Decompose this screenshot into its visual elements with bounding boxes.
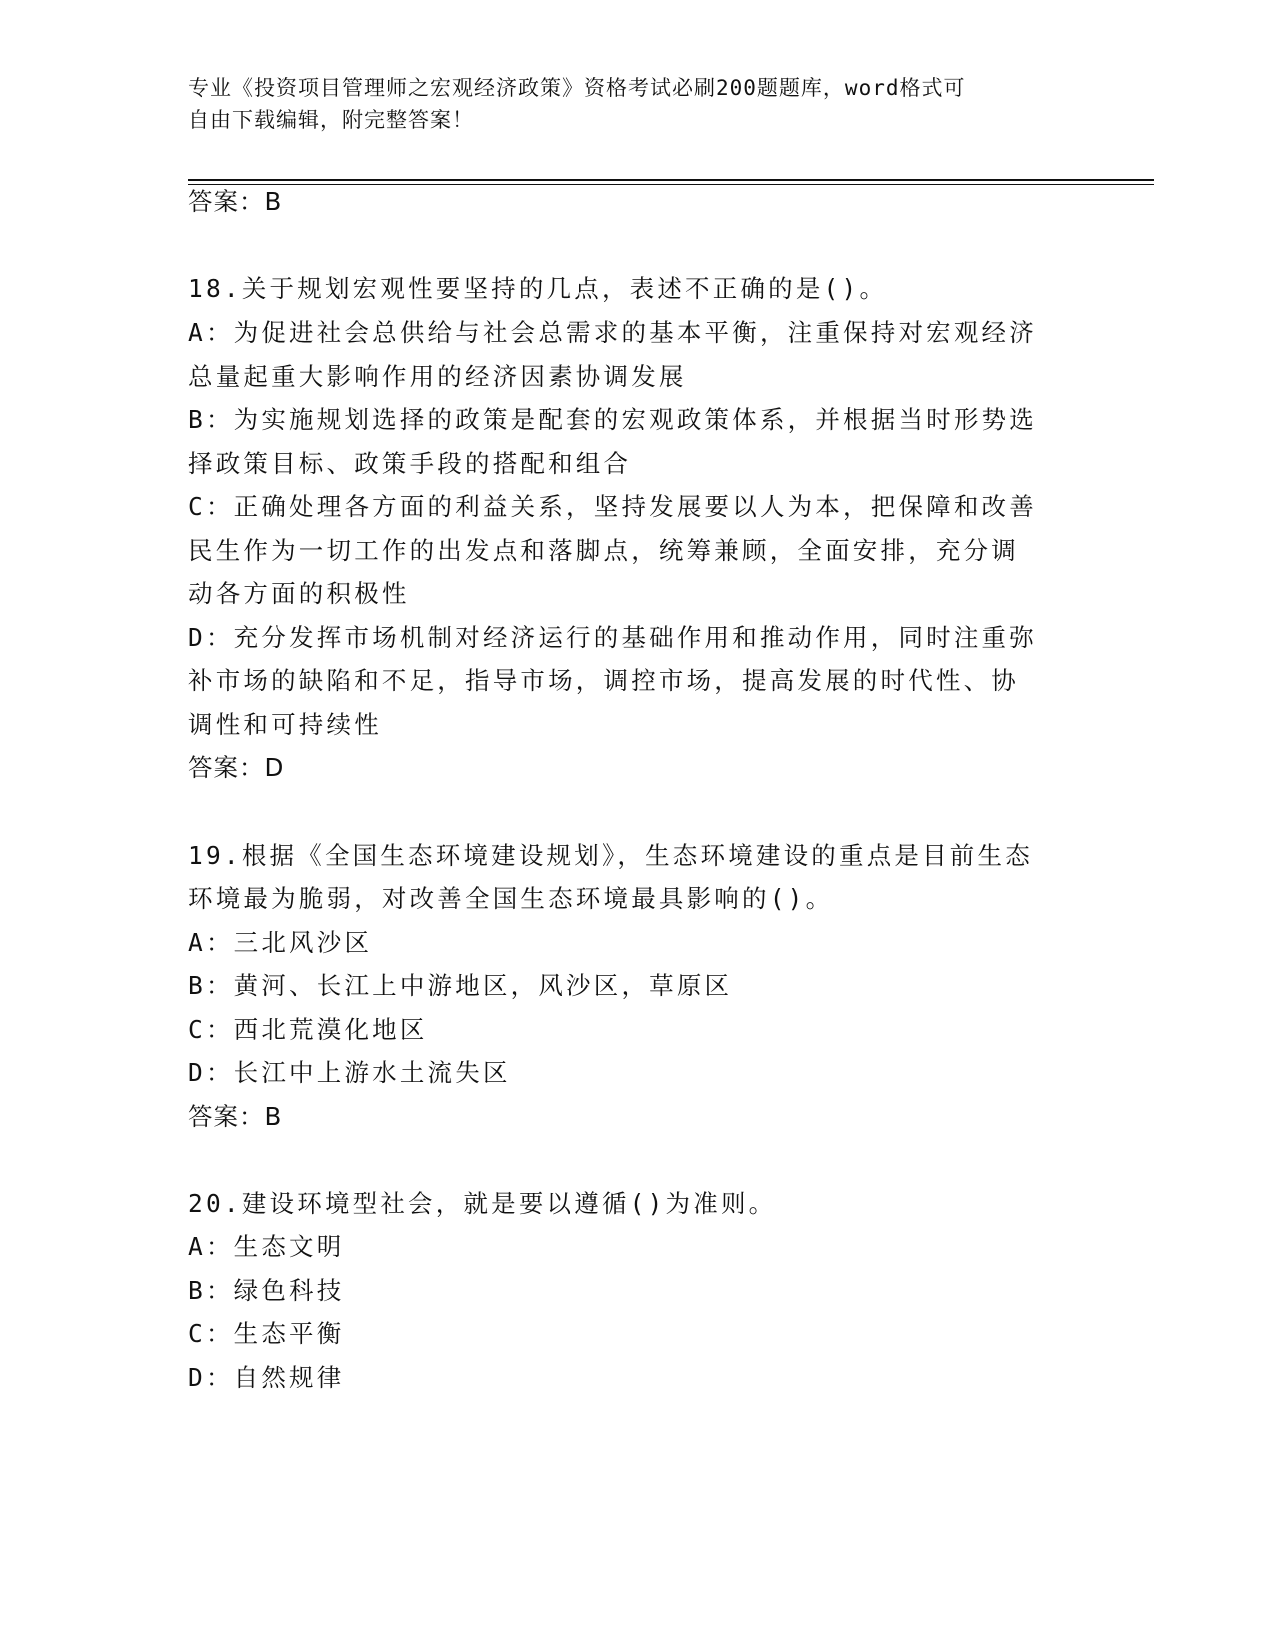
q20-option-a: A：生态文明 [188, 1232, 345, 1261]
prev-answer: 答案：B [188, 187, 283, 216]
q18-option-c-cont-2: 动各方面的积极性 [188, 579, 410, 608]
header-line-1: 专业《投资项目管理师之宏观经济政策》资格考试必刷200题题库，word格式可 [188, 76, 966, 100]
q19-option-b: B：黄河、长江上中游地区，风沙区，草原区 [188, 971, 733, 1000]
q18-answer: 答案：D [188, 753, 285, 782]
q19-stem: 19.根据《全国生态环境建设规划》，生态环境建设的重点是目前生态 [188, 841, 1033, 870]
header-divider-thin [188, 184, 1154, 185]
q19-option-d: D：长江中上游水土流失区 [188, 1058, 511, 1087]
q18-option-d-cont-2: 调性和可持续性 [188, 710, 382, 739]
q18-option-a-cont: 总量起重大影响作用的经济因素协调发展 [188, 362, 687, 391]
q18-option-b: B：为实施规划选择的政策是配套的宏观政策体系，并根据当时形势选 [188, 405, 1037, 434]
q19-option-c: C：西北荒漠化地区 [188, 1015, 428, 1044]
q18-option-c-cont: 民生作为一切工作的出发点和落脚点，统筹兼顾，全面安排，充分调 [188, 536, 1019, 565]
q18-option-b-cont: 择政策目标、政策手段的搭配和组合 [188, 449, 632, 478]
q20-stem: 20.建设环境型社会，就是要以遵循()为准则。 [188, 1189, 777, 1218]
q20-option-d: D：自然规律 [188, 1363, 345, 1392]
header-line-2: 自由下载编辑，附完整答案！ [188, 108, 474, 132]
q20-option-b: B：绿色科技 [188, 1276, 345, 1305]
q18-stem: 18.关于规划宏观性要坚持的几点，表述不正确的是()。 [188, 274, 888, 303]
q19-stem-cont: 环境最为脆弱，对改善全国生态环境最具影响的()。 [188, 884, 834, 913]
header-divider-thick [188, 179, 1154, 181]
q18-option-c: C：正确处理各方面的利益关系，坚持发展要以人为本，把保障和改善 [188, 492, 1037, 521]
document-header [188, 72, 1088, 136]
q18-option-d: D：充分发挥市场机制对经济运行的基础作用和推动作用，同时注重弥 [188, 623, 1037, 652]
q19-option-a: A：三北风沙区 [188, 928, 373, 957]
q20-option-c: C：生态平衡 [188, 1319, 345, 1348]
q18-option-a: A：为促进社会总供给与社会总需求的基本平衡，注重保持对宏观经济 [188, 318, 1037, 347]
q18-option-d-cont: 补市场的缺陷和不足，指导市场，调控市场，提高发展的时代性、协 [188, 666, 1019, 695]
q19-answer: 答案：B [188, 1102, 283, 1131]
